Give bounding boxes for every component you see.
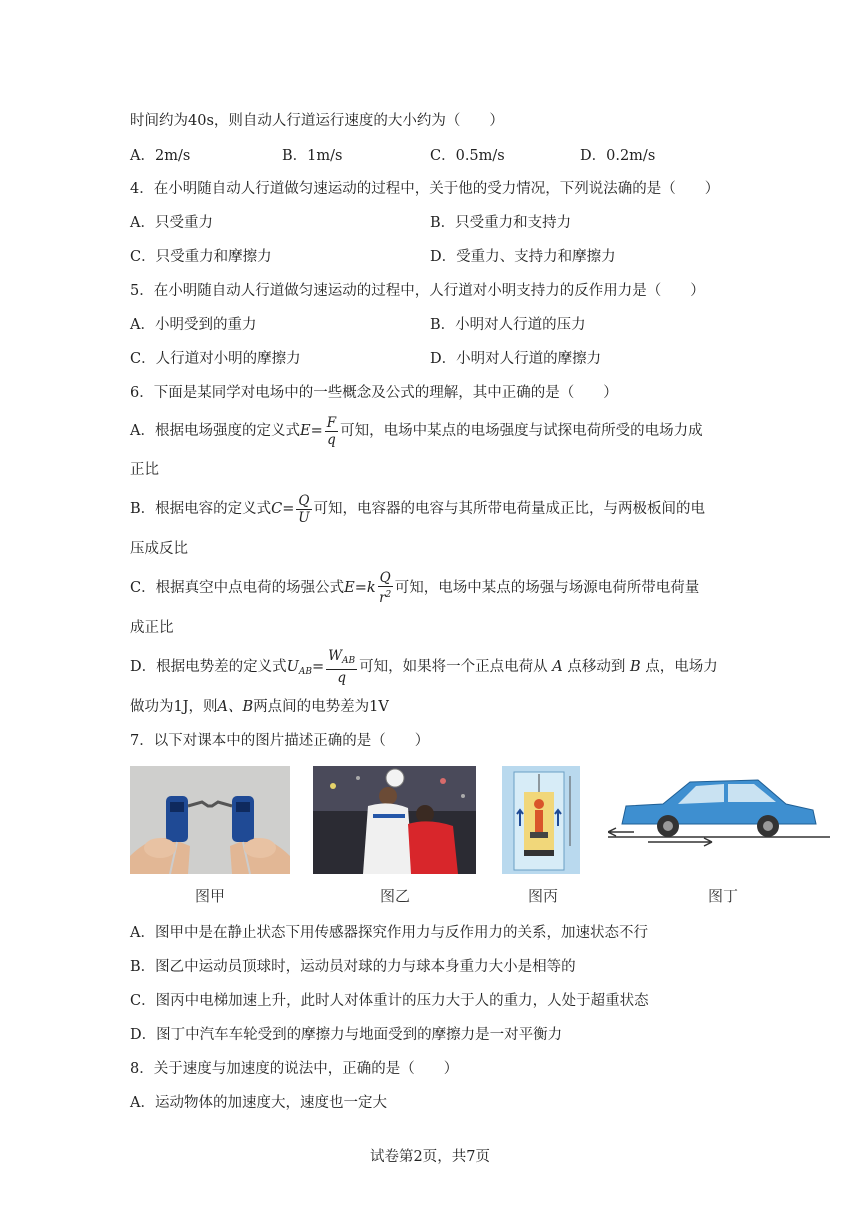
formula-W: W	[328, 648, 343, 664]
q3-option-b: B．1m/s	[282, 148, 343, 164]
caption-bing: 图丙	[528, 887, 559, 905]
q6-d-text-4: 点，电场力	[645, 659, 718, 675]
q8-option-a: A．运动物体的加速度大，速度也一定大	[130, 1095, 387, 1111]
q5-option-d: D．小明对人行道的摩擦力	[430, 351, 602, 367]
fraction-F-over-q	[325, 415, 338, 448]
formula-r: r	[379, 590, 386, 606]
q6-c-text-2: 可知，电场中某点的场强与场源电荷所带电荷量	[394, 580, 700, 596]
subscript-AB: AB	[342, 656, 356, 666]
q4-stem: 4．在小明随自动人行道做匀速运动的过程中，关于他的受力情况，下列说法确的是（ ）	[130, 181, 720, 197]
q7-stem: 7．以下对课本中的图片描述正确的是（ ）	[130, 733, 430, 749]
q6-option-b	[130, 490, 705, 528]
formula-eq: =	[310, 423, 323, 439]
figure-bing-elevator	[502, 766, 580, 874]
q5-option-b: B．小明对人行道的压力	[430, 317, 586, 333]
q5-option-a: A．小明受到的重力	[130, 317, 257, 333]
denominator: q	[327, 431, 336, 448]
q7-option-d: D．图丁中汽车车轮受到的摩擦力与地面受到的摩擦力是一对平衡力	[130, 1027, 563, 1043]
q6-d-text: D．根据电势差的定义式	[130, 659, 287, 675]
page-footer: 试卷第2页，共7页	[370, 1149, 490, 1165]
q7-option-a: A．图甲中是在静止状态下用传感器探究作用力与反作用力的关系，加速状态不行	[130, 925, 648, 941]
denominator: q	[337, 670, 346, 686]
caption-ding: 图丁	[708, 887, 739, 905]
q6-option-a-cont: 正比	[130, 462, 159, 478]
q3-stem: 时间约为40s，则自动人行道运行速度的大小约为（ ）	[130, 113, 504, 129]
caption-jia: 图甲	[195, 887, 226, 905]
q6-b-text-2: 可知，电容器的电容与其所带电荷量成正比，与两极板间的电	[313, 501, 705, 517]
formula-C: C	[271, 501, 283, 517]
q6-c-text: C．根据真空中点电荷的场强公式	[130, 580, 345, 596]
q6-d-cont-text-2: 两点间的电势差为1V	[253, 699, 389, 715]
fraction-Q-over-r2	[378, 570, 393, 606]
q6-d-text-2: 可知，如果将一个正点电荷从	[359, 659, 548, 675]
formula-E: E	[299, 423, 311, 439]
q4-option-c: C．只受重力和摩擦力	[130, 249, 272, 265]
q5-stem: 5．在小明随自动人行道做匀速运动的过程中，人行道对小明支持力的反作用力是（ ）	[130, 283, 705, 299]
q3-option-d: D．0.2m/s	[580, 148, 656, 164]
figure-ding-car	[608, 766, 830, 874]
figure-yi-soccer-header	[313, 766, 476, 874]
subscript-AB: AB	[298, 667, 312, 677]
q6-option-b-cont: 压成反比	[130, 541, 188, 557]
exponent: 2	[385, 590, 392, 600]
q6-option-a	[130, 412, 703, 450]
formula-k: k	[366, 580, 376, 596]
q8-stem: 8．关于速度与加速度的说法中，正确的是（ ）	[130, 1061, 459, 1077]
caption-yi: 图乙	[380, 887, 411, 905]
denominator: U	[298, 509, 310, 526]
q3-option-a: A．2m/s	[130, 148, 191, 164]
points-AB: A、B	[217, 699, 254, 715]
q6-stem: 6．下面是某同学对电场中的一些概念及公式的理解，其中正确的是（ ）	[130, 385, 618, 401]
q6-b-text: B．根据电容的定义式	[130, 501, 272, 517]
q7-option-c: C．图丙中电梯加速上升，此时人对体重计的压力大于人的重力，人处于超重状态	[130, 993, 649, 1009]
q6-option-d	[130, 648, 718, 691]
formula-E: E	[344, 580, 355, 596]
q6-a-text: A．根据电场强度的定义式	[130, 423, 300, 439]
q4-option-b: B．只受重力和支持力	[430, 215, 572, 231]
q7-option-b: B．图乙中运动员顶球时，运动员对球的力与球本身重力大小是相等的	[130, 959, 576, 975]
formula-eq: =	[282, 501, 295, 517]
figure-jia-force-sensors	[130, 766, 290, 874]
q4-option-d: D．受重力、支持力和摩擦力	[430, 249, 616, 265]
numerator: F	[326, 414, 337, 431]
q4-option-a: A．只受重力	[130, 215, 213, 231]
numerator: Q	[379, 570, 391, 586]
numerator: Q	[298, 492, 310, 509]
formula-eq: =	[311, 659, 325, 675]
fraction-W-over-q	[326, 648, 357, 686]
q6-option-c	[130, 569, 699, 607]
point-B: B	[629, 659, 641, 675]
q6-d-text-3: 点移动到	[567, 659, 626, 675]
denominator	[378, 587, 393, 606]
q6-option-d-cont	[130, 697, 389, 717]
q6-option-c-cont: 成正比	[130, 620, 174, 636]
q3-option-c: C．0.5m/s	[430, 148, 505, 164]
point-A: A	[552, 659, 563, 675]
numerator	[326, 648, 357, 670]
q6-a-text-2: 可知，电场中某点的电场强度与试探电荷所受的电场力成	[340, 423, 703, 439]
q6-d-cont-text: 做功为1J，则	[130, 699, 218, 715]
formula-eq: =	[354, 580, 367, 596]
fraction-Q-over-U	[296, 493, 311, 526]
q5-option-c: C．人行道对小明的摩擦力	[130, 351, 301, 367]
formula-U: U	[286, 659, 299, 675]
